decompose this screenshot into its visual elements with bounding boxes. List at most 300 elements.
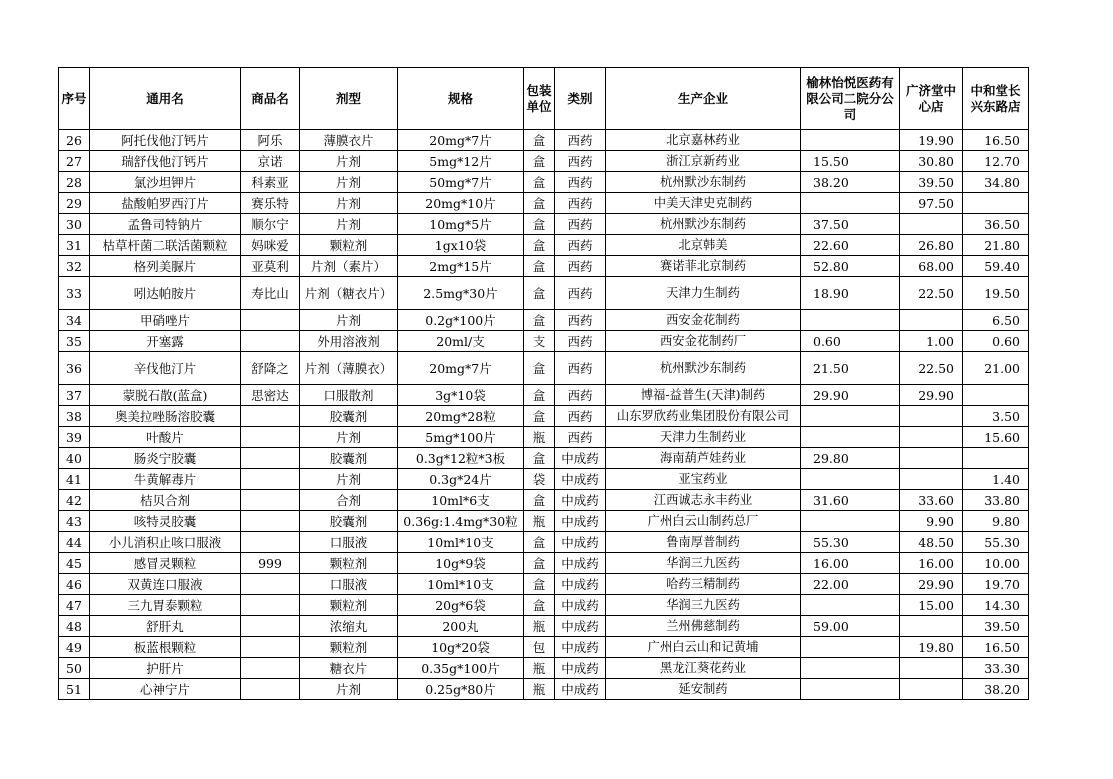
cell-manufacturer: 杭州默沙东制药 — [606, 214, 801, 235]
cell-spec: 20ml/支 — [398, 331, 524, 352]
drug-price-table — [58, 67, 1029, 700]
cell-manufacturer: 亚宝药业 — [606, 469, 801, 490]
cell-package-unit: 袋 — [524, 469, 555, 490]
cell-generic-name: 板蓝根颗粒 — [90, 637, 241, 658]
table-row — [59, 331, 1029, 352]
cell-category: 西药 — [555, 235, 606, 256]
table-row — [59, 679, 1029, 700]
table-row — [59, 130, 1029, 151]
cell-no: 49 — [59, 637, 90, 658]
cell-manufacturer: 赛诺菲北京制药 — [606, 256, 801, 277]
cell-dosage-form: 片剂 — [300, 172, 398, 193]
cell-spec: 200丸 — [398, 616, 524, 637]
table-row — [59, 310, 1029, 331]
cell-no: 38 — [59, 406, 90, 427]
cell-brand-name — [241, 679, 300, 700]
cell-spec: 20g*6袋 — [398, 595, 524, 616]
table-row — [59, 172, 1029, 193]
cell-generic-name: 辛伐他汀片 — [90, 352, 241, 385]
cell-spec: 3g*10袋 — [398, 385, 524, 406]
cell-no: 29 — [59, 193, 90, 214]
cell-manufacturer: 广州白云山和记黄埔 — [606, 637, 801, 658]
header-price-pharmacy-1: 榆林怡悦医药有限公司二院分公司 — [801, 68, 900, 130]
header-generic-name: 通用名 — [90, 68, 241, 130]
cell-price-pharmacy-1: 16.00 — [801, 553, 900, 574]
cell-price-pharmacy-3: 16.50 — [963, 637, 1029, 658]
cell-price-pharmacy-3: 59.40 — [963, 256, 1029, 277]
cell-brand-name — [241, 616, 300, 637]
cell-price-pharmacy-3: 55.30 — [963, 532, 1029, 553]
cell-generic-name: 肠炎宁胶囊 — [90, 448, 241, 469]
cell-price-pharmacy-1: 29.90 — [801, 385, 900, 406]
cell-price-pharmacy-3 — [963, 385, 1029, 406]
cell-price-pharmacy-2 — [900, 427, 963, 448]
cell-price-pharmacy-1 — [801, 679, 900, 700]
cell-no: 37 — [59, 385, 90, 406]
cell-price-pharmacy-3: 1.40 — [963, 469, 1029, 490]
cell-package-unit: 盒 — [524, 310, 555, 331]
cell-dosage-form: 片剂（糖衣片） — [300, 277, 398, 310]
cell-dosage-form: 颗粒剂 — [300, 595, 398, 616]
cell-no: 48 — [59, 616, 90, 637]
cell-manufacturer: 天津力生制药 — [606, 277, 801, 310]
cell-package-unit: 盒 — [524, 448, 555, 469]
cell-price-pharmacy-1: 15.50 — [801, 151, 900, 172]
cell-brand-name — [241, 310, 300, 331]
cell-dosage-form: 颗粒剂 — [300, 553, 398, 574]
cell-price-pharmacy-3: 9.80 — [963, 511, 1029, 532]
header-manufacturer: 生产企业 — [606, 68, 801, 130]
table-row — [59, 511, 1029, 532]
table-row — [59, 532, 1029, 553]
cell-dosage-form: 颗粒剂 — [300, 637, 398, 658]
table-row — [59, 151, 1029, 172]
cell-package-unit: 盒 — [524, 406, 555, 427]
cell-price-pharmacy-2: 26.80 — [900, 235, 963, 256]
cell-generic-name: 蒙脱石散(蓝盒) — [90, 385, 241, 406]
cell-dosage-form: 胶囊剂 — [300, 448, 398, 469]
cell-dosage-form: 片剂（素片） — [300, 256, 398, 277]
cell-no: 51 — [59, 679, 90, 700]
cell-category: 西药 — [555, 427, 606, 448]
cell-package-unit: 瓶 — [524, 427, 555, 448]
cell-package-unit: 包 — [524, 637, 555, 658]
cell-no: 27 — [59, 151, 90, 172]
cell-package-unit: 盒 — [524, 574, 555, 595]
cell-package-unit: 盒 — [524, 172, 555, 193]
header-brand-name: 商品名 — [241, 68, 300, 130]
cell-brand-name: 亚莫利 — [241, 256, 300, 277]
cell-price-pharmacy-3: 14.30 — [963, 595, 1029, 616]
cell-category: 中成药 — [555, 616, 606, 637]
cell-price-pharmacy-1: 37.50 — [801, 214, 900, 235]
cell-manufacturer: 广州白云山制药总厂 — [606, 511, 801, 532]
cell-category: 西药 — [555, 310, 606, 331]
cell-package-unit: 盒 — [524, 151, 555, 172]
cell-manufacturer: 天津力生制药业 — [606, 427, 801, 448]
cell-price-pharmacy-1 — [801, 193, 900, 214]
cell-package-unit: 支 — [524, 331, 555, 352]
table-row — [59, 469, 1029, 490]
table-row — [59, 637, 1029, 658]
cell-no: 35 — [59, 331, 90, 352]
header-no: 序号 — [59, 68, 90, 130]
cell-price-pharmacy-2 — [900, 310, 963, 331]
cell-manufacturer: 哈药三精制药 — [606, 574, 801, 595]
cell-price-pharmacy-2: 19.80 — [900, 637, 963, 658]
cell-price-pharmacy-3: 3.50 — [963, 406, 1029, 427]
cell-package-unit: 盒 — [524, 193, 555, 214]
cell-category: 中成药 — [555, 679, 606, 700]
cell-manufacturer: 华润三九医药 — [606, 595, 801, 616]
cell-no: 39 — [59, 427, 90, 448]
cell-price-pharmacy-3: 21.80 — [963, 235, 1029, 256]
cell-dosage-form: 口服液 — [300, 574, 398, 595]
cell-no: 44 — [59, 532, 90, 553]
cell-price-pharmacy-1: 59.00 — [801, 616, 900, 637]
cell-no: 50 — [59, 658, 90, 679]
cell-package-unit: 盒 — [524, 235, 555, 256]
cell-price-pharmacy-3: 38.20 — [963, 679, 1029, 700]
cell-dosage-form: 颗粒剂 — [300, 235, 398, 256]
cell-category: 西药 — [555, 193, 606, 214]
cell-brand-name: 顺尔宁 — [241, 214, 300, 235]
cell-dosage-form: 胶囊剂 — [300, 511, 398, 532]
cell-price-pharmacy-1 — [801, 130, 900, 151]
cell-price-pharmacy-1 — [801, 637, 900, 658]
cell-spec: 20mg*28粒 — [398, 406, 524, 427]
cell-manufacturer: 黑龙江葵花药业 — [606, 658, 801, 679]
cell-no: 28 — [59, 172, 90, 193]
cell-dosage-form: 合剂 — [300, 490, 398, 511]
cell-no: 36 — [59, 352, 90, 385]
cell-brand-name: 赛乐特 — [241, 193, 300, 214]
cell-dosage-form: 口服液 — [300, 532, 398, 553]
cell-brand-name — [241, 490, 300, 511]
cell-price-pharmacy-3: 10.00 — [963, 553, 1029, 574]
cell-dosage-form: 片剂 — [300, 214, 398, 235]
cell-package-unit: 盒 — [524, 532, 555, 553]
cell-manufacturer: 杭州默沙东制药 — [606, 172, 801, 193]
cell-brand-name — [241, 574, 300, 595]
cell-generic-name: 瑞舒伐他汀钙片 — [90, 151, 241, 172]
cell-price-pharmacy-1: 55.30 — [801, 532, 900, 553]
cell-price-pharmacy-3: 39.50 — [963, 616, 1029, 637]
cell-spec: 20mg*7片 — [398, 130, 524, 151]
cell-price-pharmacy-1: 29.80 — [801, 448, 900, 469]
cell-manufacturer: 浙江京新药业 — [606, 151, 801, 172]
table-row — [59, 214, 1029, 235]
cell-brand-name — [241, 532, 300, 553]
cell-category: 中成药 — [555, 490, 606, 511]
cell-price-pharmacy-1 — [801, 310, 900, 331]
table-row — [59, 277, 1029, 310]
cell-price-pharmacy-1: 38.20 — [801, 172, 900, 193]
cell-category: 西药 — [555, 352, 606, 385]
cell-generic-name: 感冒灵颗粒 — [90, 553, 241, 574]
cell-price-pharmacy-2 — [900, 679, 963, 700]
cell-price-pharmacy-2: 97.50 — [900, 193, 963, 214]
cell-no: 33 — [59, 277, 90, 310]
cell-no: 43 — [59, 511, 90, 532]
cell-no: 40 — [59, 448, 90, 469]
cell-no: 30 — [59, 214, 90, 235]
cell-price-pharmacy-3: 12.70 — [963, 151, 1029, 172]
cell-dosage-form: 片剂 — [300, 193, 398, 214]
cell-dosage-form: 片剂 — [300, 469, 398, 490]
cell-generic-name: 吲达帕胺片 — [90, 277, 241, 310]
cell-dosage-form: 片剂（薄膜衣） — [300, 352, 398, 385]
cell-dosage-form: 薄膜衣片 — [300, 130, 398, 151]
cell-spec: 5mg*100片 — [398, 427, 524, 448]
cell-price-pharmacy-1: 52.80 — [801, 256, 900, 277]
cell-dosage-form: 片剂 — [300, 679, 398, 700]
cell-brand-name — [241, 637, 300, 658]
cell-package-unit: 瓶 — [524, 658, 555, 679]
cell-spec: 0.2g*100片 — [398, 310, 524, 331]
cell-price-pharmacy-1: 22.00 — [801, 574, 900, 595]
cell-category: 西药 — [555, 385, 606, 406]
cell-category: 中成药 — [555, 658, 606, 679]
cell-generic-name: 护肝片 — [90, 658, 241, 679]
cell-manufacturer: 兰州佛慈制药 — [606, 616, 801, 637]
cell-price-pharmacy-3: 0.60 — [963, 331, 1029, 352]
cell-spec: 10g*20袋 — [398, 637, 524, 658]
cell-price-pharmacy-2: 22.50 — [900, 352, 963, 385]
cell-spec: 0.3g*24片 — [398, 469, 524, 490]
cell-brand-name — [241, 331, 300, 352]
cell-no: 42 — [59, 490, 90, 511]
cell-no: 46 — [59, 574, 90, 595]
cell-price-pharmacy-3: 21.00 — [963, 352, 1029, 385]
cell-manufacturer: 西安金花制药 — [606, 310, 801, 331]
cell-price-pharmacy-2: 15.00 — [900, 595, 963, 616]
cell-package-unit: 盒 — [524, 277, 555, 310]
cell-category: 西药 — [555, 172, 606, 193]
cell-category: 西药 — [555, 214, 606, 235]
cell-generic-name: 心神宁片 — [90, 679, 241, 700]
cell-package-unit: 瓶 — [524, 616, 555, 637]
cell-manufacturer: 中美天津史克制药 — [606, 193, 801, 214]
cell-generic-name: 奥美拉唑肠溶胶囊 — [90, 406, 241, 427]
cell-category: 西药 — [555, 151, 606, 172]
cell-price-pharmacy-1: 18.90 — [801, 277, 900, 310]
cell-spec: 0.35g*100片 — [398, 658, 524, 679]
cell-generic-name: 甲硝唑片 — [90, 310, 241, 331]
cell-package-unit: 瓶 — [524, 511, 555, 532]
header-price-pharmacy-3: 中和堂长兴东路店 — [963, 68, 1029, 130]
cell-brand-name — [241, 658, 300, 679]
cell-price-pharmacy-1 — [801, 658, 900, 679]
cell-manufacturer: 山东罗欣药业集团股份有限公司 — [606, 406, 801, 427]
cell-spec: 20mg*7片 — [398, 352, 524, 385]
cell-category: 西药 — [555, 331, 606, 352]
cell-price-pharmacy-3: 19.50 — [963, 277, 1029, 310]
cell-price-pharmacy-2: 16.00 — [900, 553, 963, 574]
cell-generic-name: 枯草杆菌二联活菌颗粒 — [90, 235, 241, 256]
cell-brand-name — [241, 406, 300, 427]
cell-price-pharmacy-3: 34.80 — [963, 172, 1029, 193]
cell-dosage-form: 片剂 — [300, 151, 398, 172]
cell-price-pharmacy-2: 1.00 — [900, 331, 963, 352]
cell-generic-name: 桔贝合剂 — [90, 490, 241, 511]
cell-spec: 1gx10袋 — [398, 235, 524, 256]
cell-price-pharmacy-1: 31.60 — [801, 490, 900, 511]
table-row — [59, 193, 1029, 214]
cell-package-unit: 盒 — [524, 385, 555, 406]
cell-manufacturer: 北京嘉林药业 — [606, 130, 801, 151]
cell-package-unit: 盒 — [524, 256, 555, 277]
cell-generic-name: 牛黄解毒片 — [90, 469, 241, 490]
cell-brand-name: 寿比山 — [241, 277, 300, 310]
cell-category: 中成药 — [555, 511, 606, 532]
cell-generic-name: 阿托伐他汀钙片 — [90, 130, 241, 151]
cell-category: 西药 — [555, 130, 606, 151]
cell-no: 47 — [59, 595, 90, 616]
cell-category: 西药 — [555, 277, 606, 310]
cell-spec: 2.5mg*30片 — [398, 277, 524, 310]
cell-price-pharmacy-1 — [801, 595, 900, 616]
cell-spec: 50mg*7片 — [398, 172, 524, 193]
cell-price-pharmacy-1 — [801, 427, 900, 448]
header-package-unit: 包装单位 — [524, 68, 555, 130]
cell-spec: 10mg*5片 — [398, 214, 524, 235]
cell-manufacturer: 海南葫芦娃药业 — [606, 448, 801, 469]
cell-brand-name: 舒降之 — [241, 352, 300, 385]
cell-generic-name: 叶酸片 — [90, 427, 241, 448]
cell-dosage-form: 片剂 — [300, 310, 398, 331]
header-row — [59, 68, 1029, 130]
cell-no: 31 — [59, 235, 90, 256]
cell-price-pharmacy-2: 39.50 — [900, 172, 963, 193]
cell-spec: 5mg*12片 — [398, 151, 524, 172]
cell-price-pharmacy-2: 33.60 — [900, 490, 963, 511]
cell-package-unit: 瓶 — [524, 679, 555, 700]
cell-generic-name: 咳特灵胶囊 — [90, 511, 241, 532]
cell-manufacturer: 博福-益普生(天津)制药 — [606, 385, 801, 406]
table-body — [59, 130, 1029, 700]
cell-package-unit: 盒 — [524, 490, 555, 511]
table-row — [59, 385, 1029, 406]
cell-price-pharmacy-3: 15.60 — [963, 427, 1029, 448]
cell-generic-name: 小儿消积止咳口服液 — [90, 532, 241, 553]
cell-brand-name — [241, 427, 300, 448]
cell-price-pharmacy-3: 6.50 — [963, 310, 1029, 331]
cell-spec: 0.36g:1.4mg*30粒 — [398, 511, 524, 532]
header-category: 类别 — [555, 68, 606, 130]
table-row — [59, 574, 1029, 595]
table-row — [59, 658, 1029, 679]
cell-category: 中成药 — [555, 574, 606, 595]
cell-dosage-form: 外用溶液剂 — [300, 331, 398, 352]
cell-category: 中成药 — [555, 637, 606, 658]
cell-generic-name: 盐酸帕罗西汀片 — [90, 193, 241, 214]
cell-price-pharmacy-2: 68.00 — [900, 256, 963, 277]
cell-price-pharmacy-3: 33.30 — [963, 658, 1029, 679]
cell-manufacturer: 江西诚志永丰药业 — [606, 490, 801, 511]
cell-price-pharmacy-2 — [900, 658, 963, 679]
cell-price-pharmacy-1 — [801, 511, 900, 532]
cell-package-unit: 盒 — [524, 352, 555, 385]
cell-no: 45 — [59, 553, 90, 574]
cell-package-unit: 盒 — [524, 214, 555, 235]
cell-brand-name — [241, 511, 300, 532]
cell-manufacturer: 北京韩美 — [606, 235, 801, 256]
table-row — [59, 595, 1029, 616]
cell-price-pharmacy-2: 19.90 — [900, 130, 963, 151]
cell-manufacturer: 延安制药 — [606, 679, 801, 700]
cell-manufacturer: 西安金花制药厂 — [606, 331, 801, 352]
cell-price-pharmacy-2 — [900, 469, 963, 490]
cell-dosage-form: 片剂 — [300, 427, 398, 448]
cell-no: 26 — [59, 130, 90, 151]
cell-generic-name: 三九胃泰颗粒 — [90, 595, 241, 616]
cell-brand-name: 阿乐 — [241, 130, 300, 151]
cell-brand-name: 思密达 — [241, 385, 300, 406]
table-row — [59, 406, 1029, 427]
cell-package-unit: 盒 — [524, 130, 555, 151]
cell-price-pharmacy-3: 16.50 — [963, 130, 1029, 151]
cell-dosage-form: 口服散剂 — [300, 385, 398, 406]
cell-spec: 10ml*10支 — [398, 574, 524, 595]
cell-price-pharmacy-1 — [801, 469, 900, 490]
cell-dosage-form: 浓缩丸 — [300, 616, 398, 637]
cell-spec: 10g*9袋 — [398, 553, 524, 574]
cell-price-pharmacy-2 — [900, 214, 963, 235]
cell-price-pharmacy-3 — [963, 448, 1029, 469]
cell-spec: 2mg*15片 — [398, 256, 524, 277]
cell-spec: 20mg*10片 — [398, 193, 524, 214]
table-row — [59, 427, 1029, 448]
header-spec: 规格 — [398, 68, 524, 130]
header-dosage-form: 剂型 — [300, 68, 398, 130]
cell-generic-name: 孟鲁司特钠片 — [90, 214, 241, 235]
cell-spec: 0.3g*12粒*3板 — [398, 448, 524, 469]
cell-price-pharmacy-2: 9.90 — [900, 511, 963, 532]
cell-price-pharmacy-3: 33.80 — [963, 490, 1029, 511]
table-row — [59, 490, 1029, 511]
cell-generic-name: 舒肝丸 — [90, 616, 241, 637]
cell-dosage-form: 糖衣片 — [300, 658, 398, 679]
cell-price-pharmacy-1 — [801, 406, 900, 427]
cell-price-pharmacy-3 — [963, 193, 1029, 214]
cell-generic-name: 格列美脲片 — [90, 256, 241, 277]
cell-category: 中成药 — [555, 532, 606, 553]
cell-brand-name — [241, 448, 300, 469]
cell-brand-name — [241, 469, 300, 490]
cell-package-unit: 盒 — [524, 553, 555, 574]
cell-price-pharmacy-2 — [900, 448, 963, 469]
cell-category: 西药 — [555, 256, 606, 277]
cell-price-pharmacy-2: 29.90 — [900, 574, 963, 595]
cell-manufacturer: 杭州默沙东制药 — [606, 352, 801, 385]
cell-price-pharmacy-1: 0.60 — [801, 331, 900, 352]
table-row — [59, 352, 1029, 385]
cell-package-unit: 盒 — [524, 595, 555, 616]
cell-price-pharmacy-1: 22.60 — [801, 235, 900, 256]
cell-generic-name: 双黄连口服液 — [90, 574, 241, 595]
table-row — [59, 553, 1029, 574]
cell-brand-name — [241, 595, 300, 616]
cell-price-pharmacy-3: 19.70 — [963, 574, 1029, 595]
cell-price-pharmacy-2: 30.80 — [900, 151, 963, 172]
cell-price-pharmacy-1: 21.50 — [801, 352, 900, 385]
cell-generic-name: 开塞露 — [90, 331, 241, 352]
table-row — [59, 256, 1029, 277]
cell-no: 32 — [59, 256, 90, 277]
cell-manufacturer: 鲁南厚普制药 — [606, 532, 801, 553]
cell-category: 中成药 — [555, 469, 606, 490]
